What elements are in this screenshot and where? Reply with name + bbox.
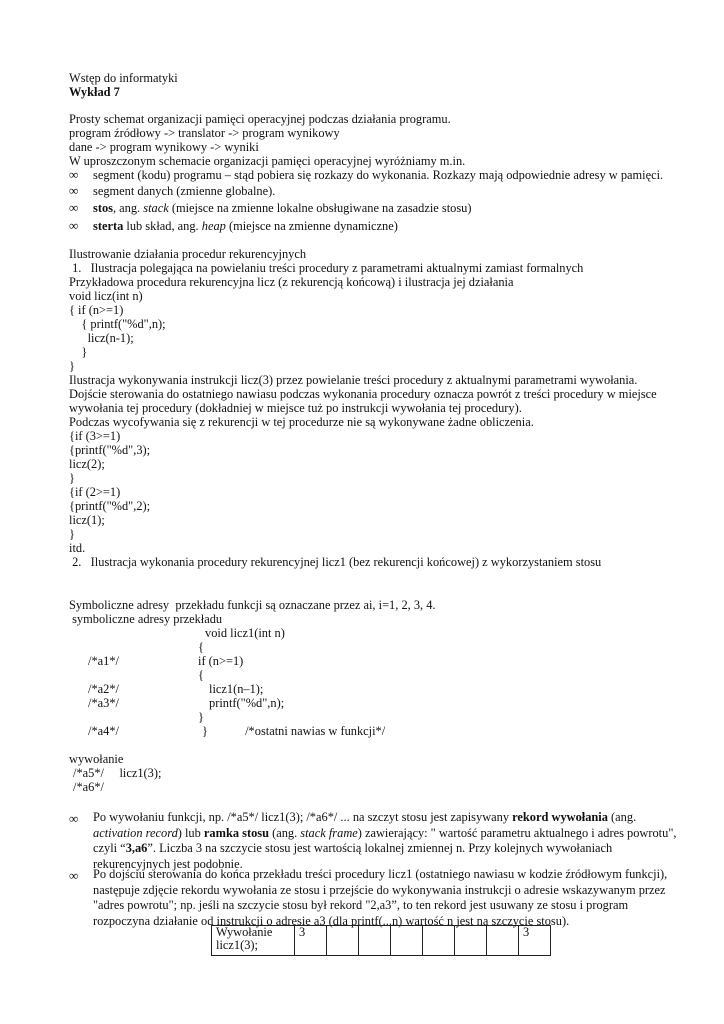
code-line: /*a6*/ — [73, 780, 104, 794]
text-line: 1. Ilustracja polegająca na powielaniu treści procedury z parametrami aktualnymi zamiast formalnych — [69, 261, 584, 275]
list-item: sterta lub skład, ang. heap (miejsce na zmienne dynamiczne) — [93, 219, 398, 233]
address-label: /*a1*/ — [88, 654, 119, 668]
text-line: 2. Ilustracja wykonania procedury rekurencyjnej licz1 (bez rekurencji końcowej) z wykorzystaniem stosu — [69, 555, 602, 569]
code-line: } /*ostatni nawias w funkcji*/ — [202, 724, 386, 738]
table-cell — [487, 926, 519, 956]
list-item: segment danych (zmienne globalne). — [93, 184, 276, 198]
code-line: {if (2>=1) — [69, 485, 121, 499]
code-line: {printf("%d",2); — [69, 499, 151, 513]
code-line: printf("%d",n); — [209, 696, 285, 710]
list-item: segment (kodu) programu – stąd pobiera się rozkazy do wykonania. Rozkazy mają odpowiednie adresy w pamięci. — [93, 168, 664, 182]
list-item: stos, ang. stack (miejsce na zmienne lokalne obsługiwane na zasadzie stosu) — [93, 201, 472, 215]
code-line: {if (3>=1) — [69, 429, 121, 443]
address-label: /*a2*/ — [88, 682, 119, 696]
code-line: } — [69, 471, 75, 485]
text-line: W uproszczonym schemacie organizacji pamięci operacyjnej wyróżniamy m.in. — [69, 154, 466, 168]
course-title: Wstęp do informatyki — [69, 71, 178, 85]
stack-table — [211, 925, 551, 956]
text-line: Przykładowa procedura rekurencyjna licz (z rekurencją końcową) i ilustracja jej działania — [69, 275, 514, 289]
text-line: wywołanie — [69, 752, 124, 766]
infinity-bullet-icon: ∞ — [69, 183, 79, 198]
text-line: program źródłowy -> translator -> program wynikowy — [69, 126, 340, 140]
code-line: { if (n>=1) — [69, 303, 124, 317]
infinity-bullet-icon: ∞ — [69, 868, 79, 883]
code-line: /*a5*/ licz1(3); — [73, 766, 162, 780]
table-header-cell: Wywołanie licz1(3); — [212, 926, 295, 956]
code-line: void licz1(int n) — [205, 626, 285, 640]
lecture-title: Wykład 7 — [69, 85, 120, 99]
code-line: } — [69, 527, 75, 541]
table-cell — [455, 926, 487, 956]
code-line: itd. — [69, 541, 86, 555]
code-line: } — [69, 359, 75, 373]
text-line: symboliczne adresy przekładu — [69, 612, 223, 626]
code-line: { — [198, 668, 204, 682]
text-line: dane -> program wynikowy -> wyniki — [69, 140, 259, 154]
text-line: Podczas wycofywania się z rekurencji w tej procedurze nie są wykonywane żadne obliczenia. — [69, 415, 534, 429]
code-line: licz(1); — [69, 513, 105, 527]
code-line: if (n>=1) — [198, 654, 244, 668]
code-line: licz1(n–1); — [209, 682, 264, 696]
section-heading: Ilustrowanie działania procedur rekurencyjnych — [69, 247, 307, 261]
infinity-bullet-icon: ∞ — [69, 200, 79, 215]
table-cell — [327, 926, 359, 956]
table-cell — [423, 926, 455, 956]
code-line: { — [198, 640, 204, 654]
code-line: licz(n-1); — [69, 331, 134, 345]
code-line: licz(2); — [69, 457, 105, 471]
text-line: Ilustracja wykonywania instrukcji licz(3) przez powielanie treści procedury z aktualnymi parametrami wywołania. — [69, 373, 638, 387]
code-line: void licz(int n) — [69, 289, 143, 303]
table-cell: 3 — [519, 926, 551, 956]
code-line: { printf("%d",n); — [69, 317, 166, 331]
table-cell — [359, 926, 391, 956]
paragraph: Po wywołaniu funkcji, np. /*a5*/ licz1(3); /*a6*/ ... na szczyt stosu jest zapisywany rekord wywołania (ang. activation record) lub ramka stosu (ang. stack frame) zawierający: " wartość parametru aktualnego i adres powrotu", czyli “3,a6”. Liczba 3 na szczycie stosu jest wartością lokalnej zmiennej n. Przy kolejnych wywołaniach rekurencyjnych jest podobnie. — [93, 810, 677, 871]
address-label: /*a4*/ — [88, 724, 119, 738]
text-line: Dojście sterowania do ostatniego nawiasu podczas wykonania procedury oznacza powrót z treści procedury w miejsce — [69, 387, 657, 401]
table-cell — [391, 926, 423, 956]
text-line: Symboliczne adresy przekładu funkcji są oznaczane przez ai, i=1, 2, 3, 4. — [69, 598, 436, 612]
code-line: } — [69, 345, 88, 359]
paragraph: Po dojściu sterowania do końca przekładu treści procedury licz1 (ostatniego nawiasu w kodzie źródłowym funkcji), następuje zdjęcie rekordu wywołania ze stosu i przejście do wykonywania instrukcji o adresie wskazywanym przez "adres powrotu"; np. jeśli na szczycie stosu był rekord "2,a3”, to ten rekord jest usuwany ze stosu i program rozpoczyna działanie od instrukcji o adresie a3 (dla printf(...n) wartość n jest na szczycie stosu). — [93, 867, 668, 928]
infinity-bullet-icon: ∞ — [69, 218, 79, 233]
code-line: } — [198, 710, 204, 724]
text-line: Prosty schemat organizacji pamięci operacyjnej podczas działania programu. — [69, 112, 451, 126]
infinity-bullet-icon: ∞ — [69, 167, 79, 182]
code-line: {printf("%d",3); — [69, 443, 151, 457]
infinity-bullet-icon: ∞ — [69, 811, 79, 826]
address-label: /*a3*/ — [88, 696, 119, 710]
text-line: wywołania tej procedury (dokładniej w miejsce tuż po instrukcji wywołania tej procedury). — [69, 401, 522, 415]
table-cell: 3 — [295, 926, 327, 956]
